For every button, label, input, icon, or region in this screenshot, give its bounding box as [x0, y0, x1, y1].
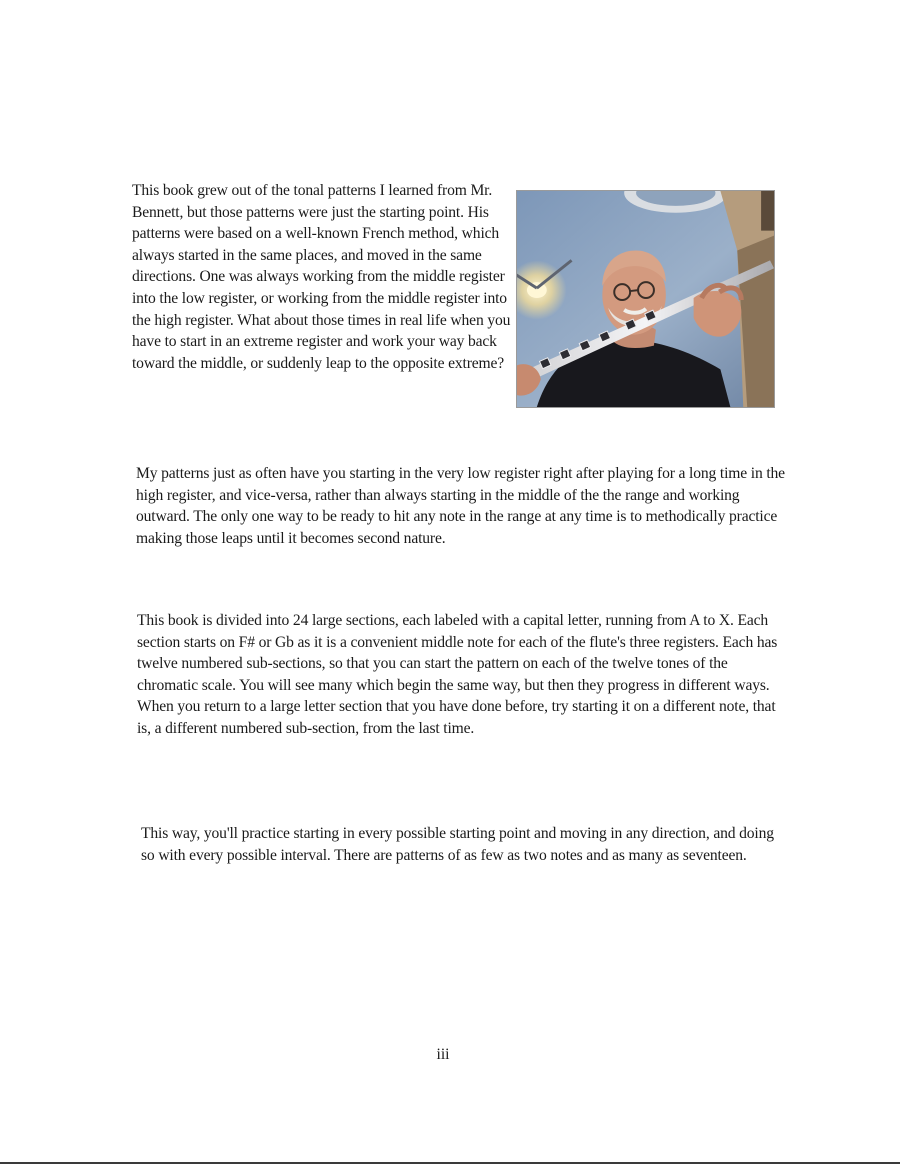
page-number: iii: [436, 1046, 450, 1063]
paragraph-practice-summary: This way, you'll practice starting in every possible starting point and moving in any direction, and doing so with every possible interval. There are patterns of as few as two notes and as many as seventeen.: [141, 825, 774, 864]
paragraph-origin-of-book: This book grew out of the tonal patterns I learned from Mr. Bennett, but those patterns were just the starting point. His patterns were based on a well-known French method, which always started in the same places, and moved in the same directions. One was always working from the middle register into the low register, or working from the middle register into the high register. What about those times in real life when you have to start in an extreme register and work your way back toward the middle, or suddenly leap to the opposite extreme?: [132, 182, 511, 372]
flutist-photo: [516, 190, 775, 408]
paragraph-book-structure: This book is divided into 24 large sections, each labeled with a capital letter, running from A to X. Each section starts on F# or Gb as it is a convenient middle note for each of the flute's three registers. Each has twelve numbered sub-sections, so that you can start the pattern on each of the twelve tones of the chromatic scale. You will see many which begin the same way, but then they progress in different ways. When you return to a large letter section that you have done before, try starting it on a different note, that is, a different numbered sub-section, from the last time.: [137, 612, 778, 737]
flutist-photo-illustration: [517, 191, 774, 407]
paragraph-register-leaps: My patterns just as often have you starting in the very low register right after playing for a long time in the high register, and vice-versa, rather than always starting in the middle of the the range and working outward. The only one way to be ready to hit any note in the range at any time is to methodically practice making those leaps until it becomes second nature.: [136, 465, 785, 547]
